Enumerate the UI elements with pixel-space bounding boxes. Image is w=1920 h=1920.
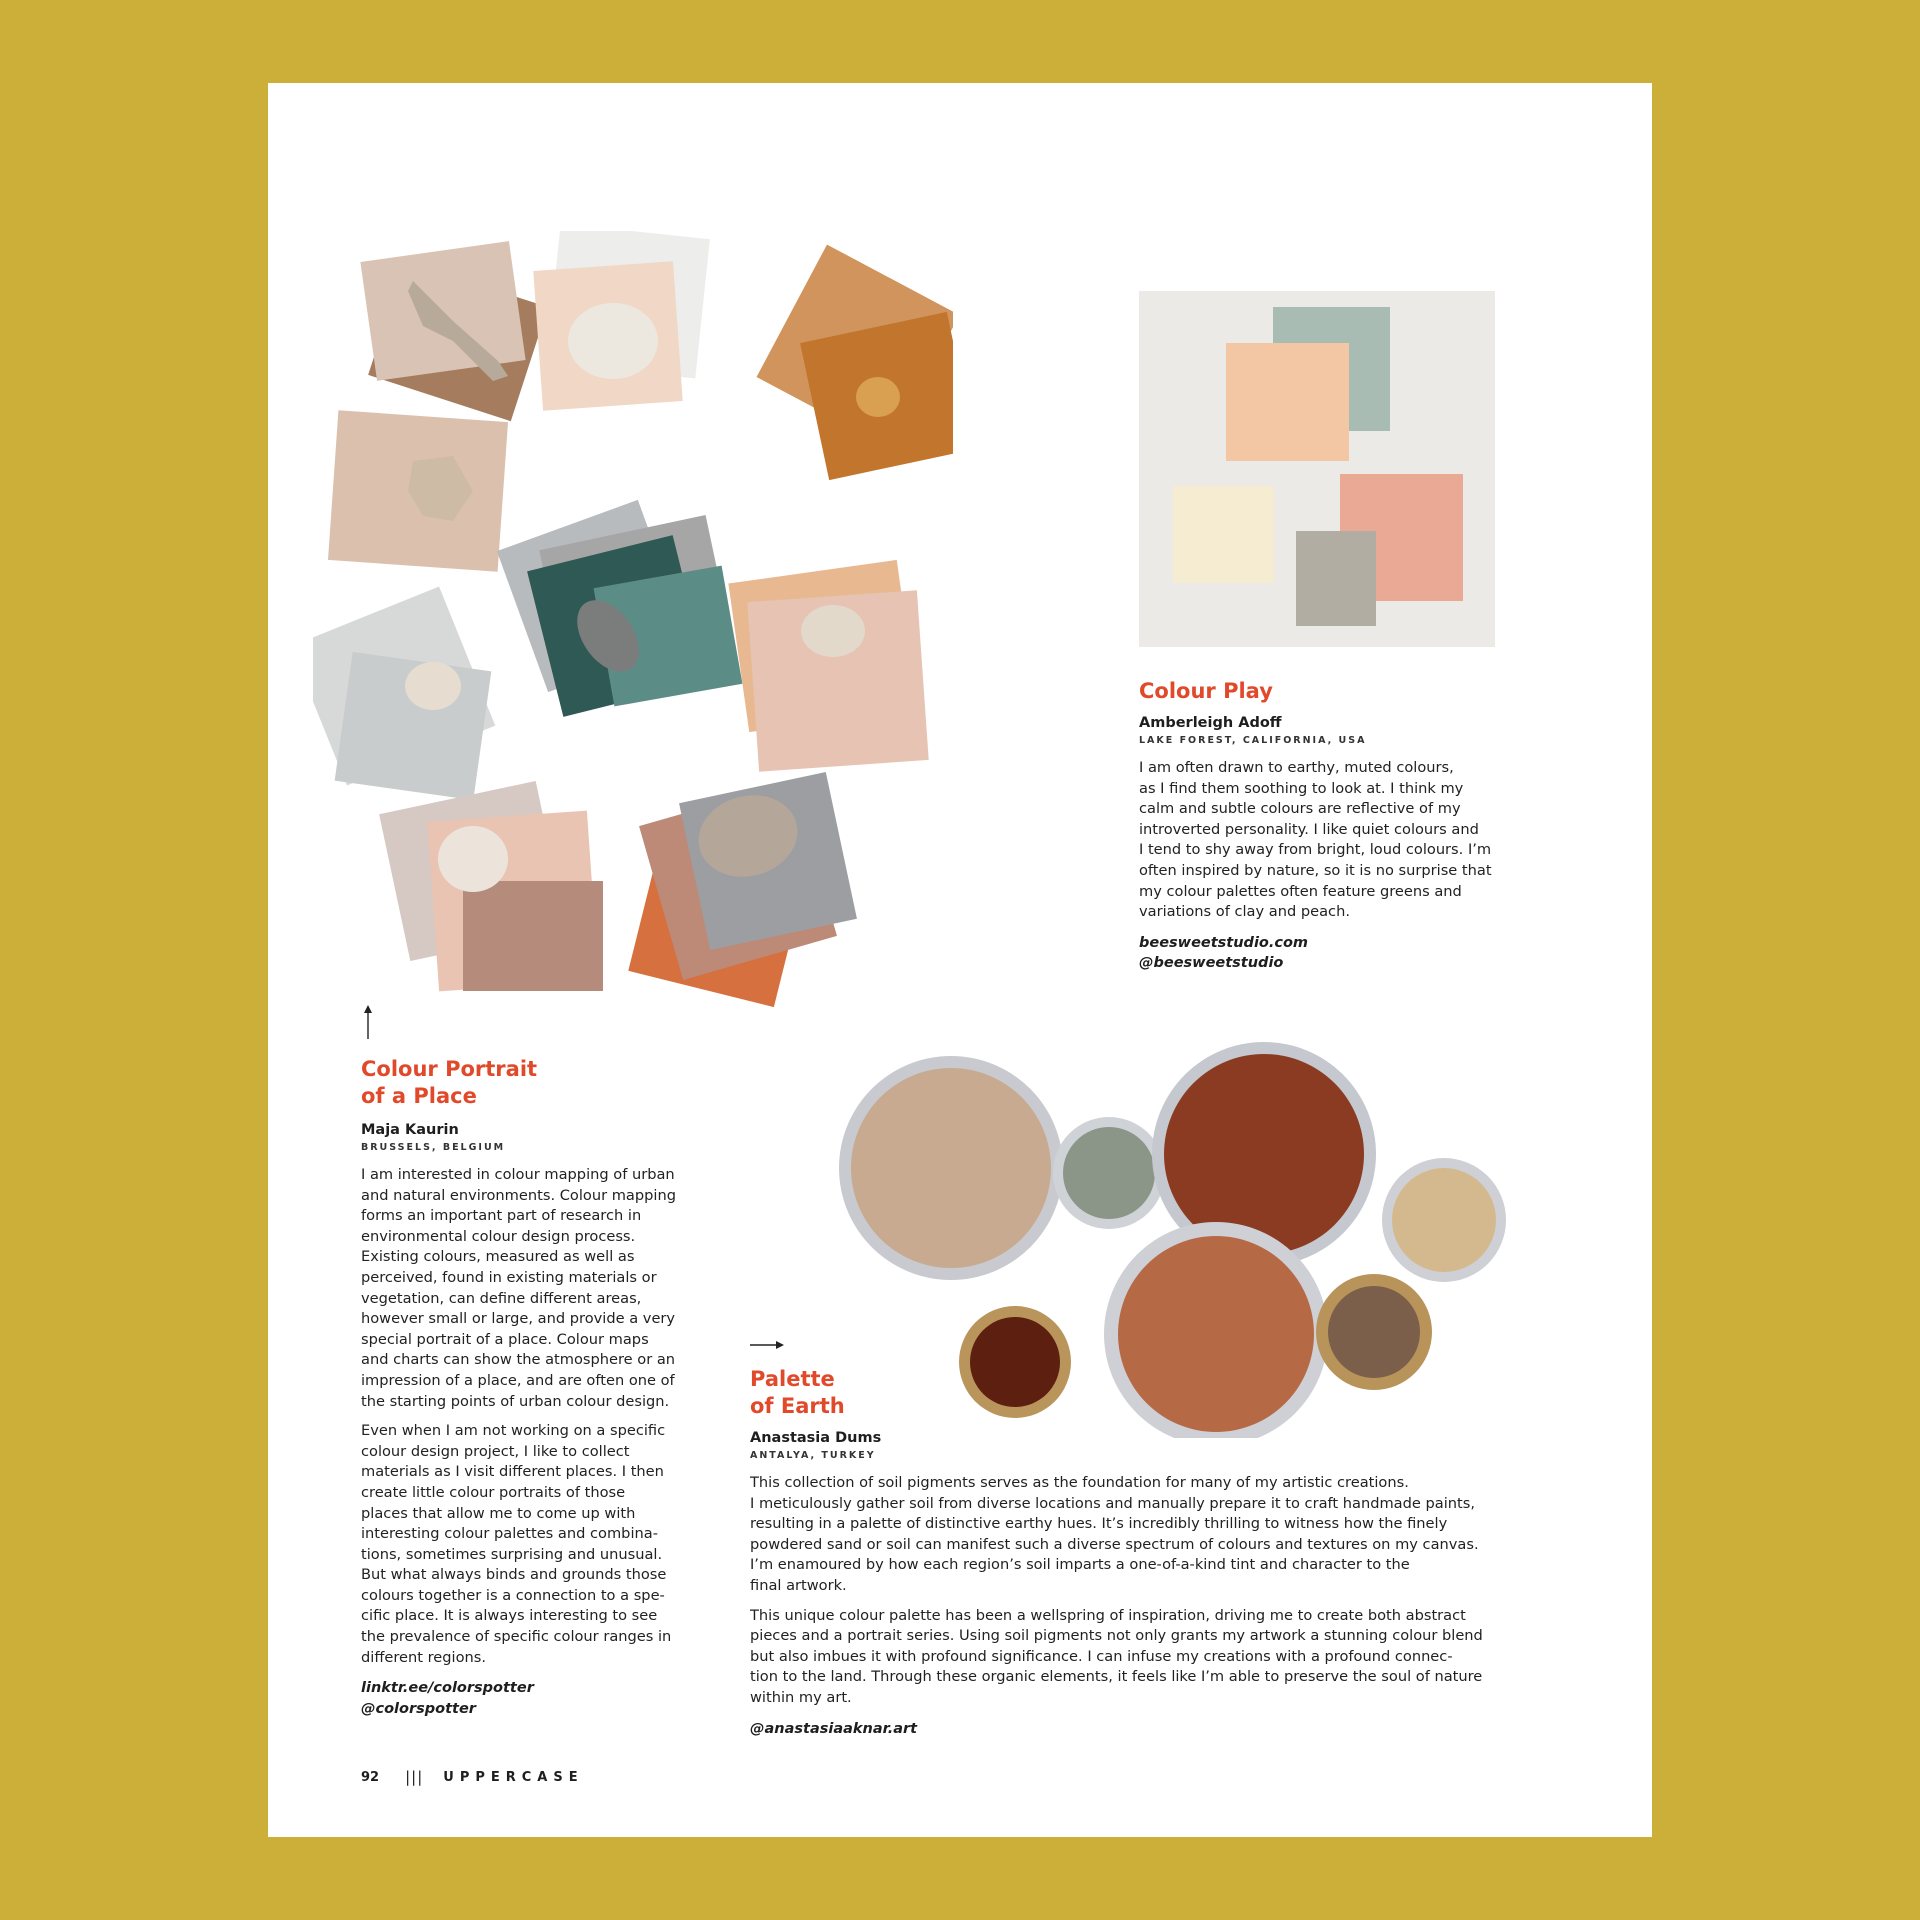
palette-earth-paragraph-1: This collection of soil pigments serves as the foundation for many of my artistic creations. I meticulously gather soil from diverse locations and manually prepare it to craft handmade paints, resulting in a palette of distinctive earthy hues. It’s incredibly thrilling to witness how the finely powdered sand or soil can manifest such a diverse spectrum of colours and textures on my canvas. I’m enamoured by how each region’s soil imparts a one-of-a-kind tint and character to the final artwork.	[750, 1474, 1479, 1594]
colour-portrait-photo	[313, 231, 953, 1101]
colour-portrait-article	[361, 1056, 701, 1719]
palette-earth-location: ANTALYA, TURKEY	[750, 1450, 876, 1461]
arrow-right-icon	[750, 1338, 784, 1352]
palette-earth-article	[750, 1366, 1550, 1739]
palette-earth-links	[750, 1719, 1550, 1740]
colour-play-title: Colour Play	[1139, 679, 1273, 703]
palette-earth-author: Anastasia Dums	[750, 1430, 882, 1446]
colour-portrait-paragraph-1: I am interested in colour mapping of urban and natural environments. Colour mapping forms an important part of research in environmental colour design process. Existing colours, measured as well as perceived, found in existing materials or vegetation, can define different areas, however small or large, and provide a very special portrait of a place. Colour maps and charts can show the atmosphere or an impression of a place, and are often one of the starting points of urban colour design.	[361, 1166, 676, 1410]
colour-play-paragraph: I am often drawn to earthy, muted colours, as I find them soothing to look at. I think my calm and subtle colours are reflective of my introverted personality. I like quiet colours and I tend to shy away from bright, loud colours. I’m often inspired by nature, so it is no surprise that my colour palettes often feature greens and variations of clay and peach.	[1139, 759, 1492, 921]
colour-play-photo	[1139, 291, 1495, 647]
colour-play-article	[1139, 678, 1519, 974]
colour-portrait-social-link[interactable]: @colorspotter	[361, 1700, 476, 1717]
colour-play-social-link[interactable]: @beesweetstudio	[1139, 955, 1284, 972]
colour-play-author: Amberleigh Adoff	[1139, 715, 1282, 731]
page-number: 92	[361, 1769, 380, 1785]
arrow-up-icon	[361, 1005, 375, 1039]
palette-earth-paragraph-2: This unique colour palette has been a wellspring of inspiration, driving me to create both abstract pieces and a portrait series. Using soil pigments not only grants my artwork a stunning colour blend but also imbues it with profound significance. I can infuse my creations with a profound connec- tion to the land. Through these organic elements, it feels like I’m able to preserve the soul of nature within my art.	[750, 1606, 1483, 1706]
magazine-mark: |||	[405, 1768, 424, 1786]
magazine-page	[268, 83, 1652, 1837]
magazine-name: UPPERCASE	[443, 1769, 584, 1785]
colour-portrait-website-link[interactable]: linktr.ee/colorspotter	[361, 1680, 534, 1697]
colour-portrait-links	[361, 1678, 701, 1719]
colour-portrait-title: Colour Portrait of a Place	[361, 1057, 538, 1108]
colour-play-website-link[interactable]: beesweetstudio.com	[1139, 934, 1309, 951]
palette-earth-title: Palette of Earth	[750, 1367, 845, 1418]
colour-portrait-author: Maja Kaurin	[361, 1122, 459, 1138]
colour-portrait-location: BRUSSELS, BELGIUM	[361, 1142, 506, 1153]
colour-play-location: LAKE FOREST, CALIFORNIA, USA	[1139, 735, 1367, 746]
colour-portrait-paragraph-2: Even when I am not working on a specific colour design project, I like to collect materials as I visit different places. I then create little colour portraits of those places that allow me to come up with interesting colour palettes and combina- tions, sometimes surprising and unusual. But what always binds and grounds those colours together is a connection to a spe- cific place. It is always interesting to see the prevalence of specific colour ranges in different regions.	[361, 1422, 672, 1666]
page-footer	[361, 1768, 584, 1786]
colour-play-links	[1139, 933, 1519, 974]
palette-earth-social-link[interactable]: @anastasiaaknar.art	[750, 1720, 918, 1737]
